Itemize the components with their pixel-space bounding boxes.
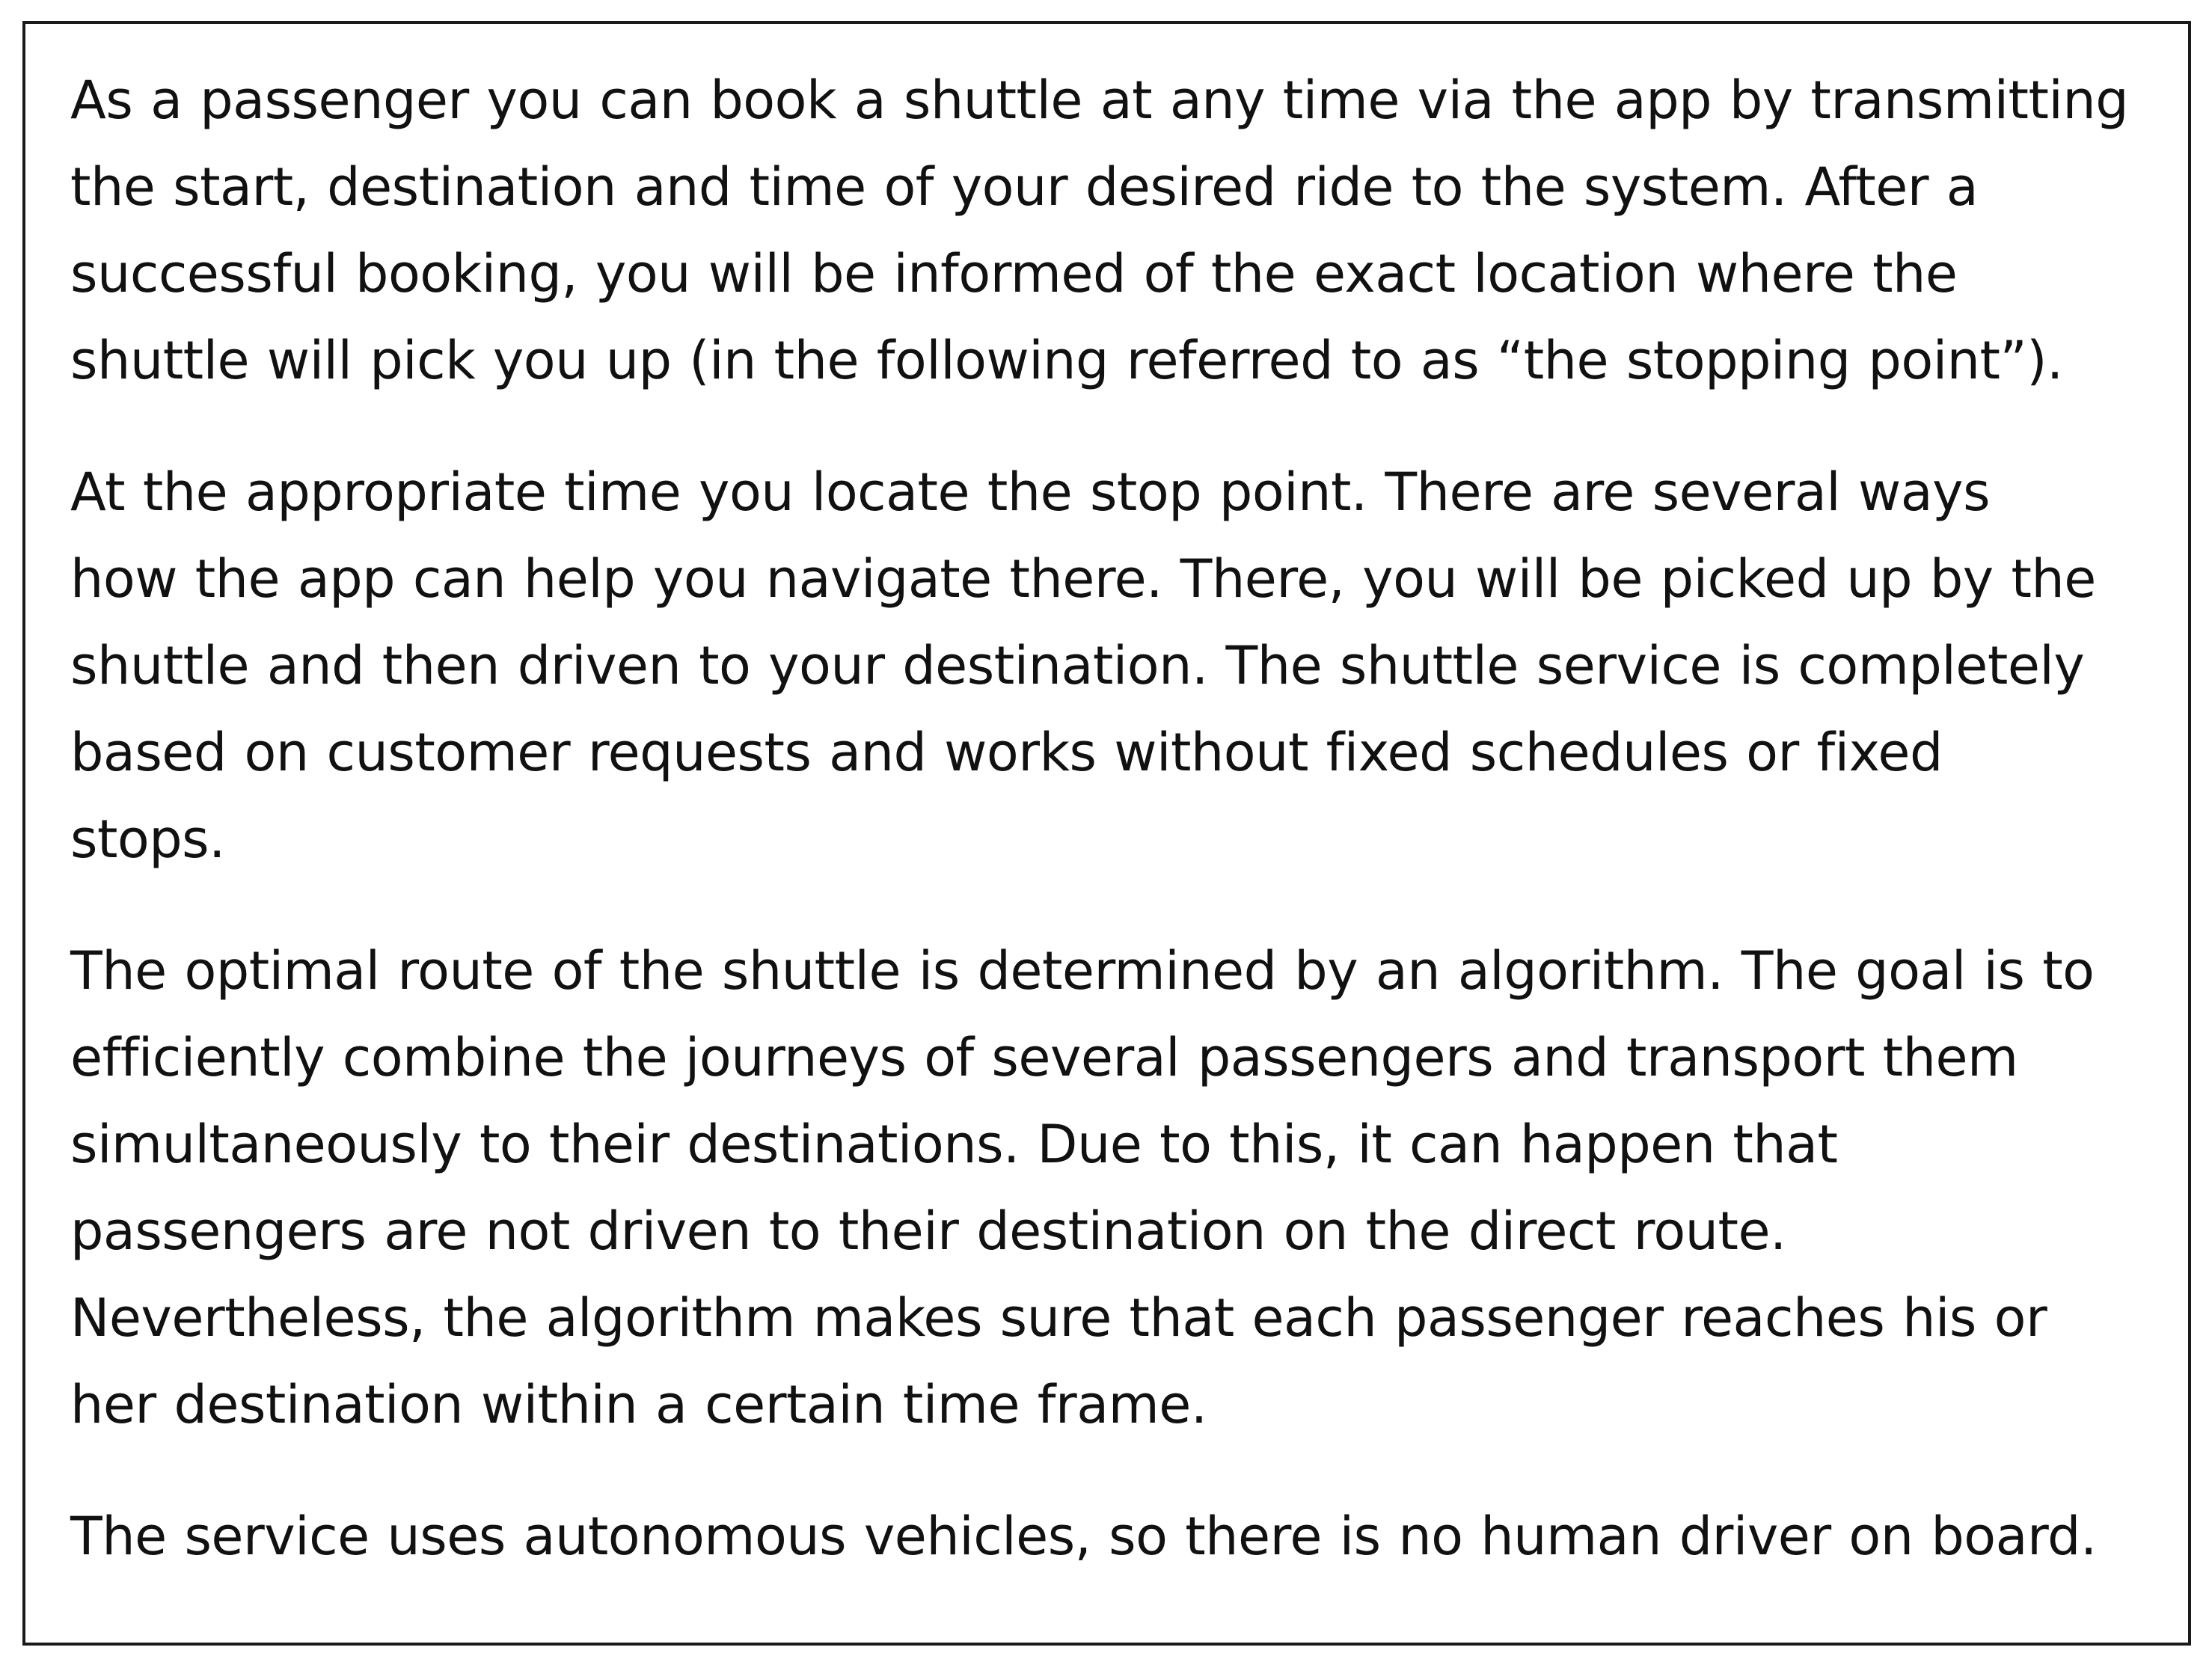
document-frame <box>22 21 2191 1646</box>
text-line: based on customer requests and works without fixed schedules or fixed <box>70 722 1943 783</box>
paragraph-booking <box>70 57 2157 404</box>
text-line: shuttle will pick you up (in the following referred to as “the stopping point”). <box>70 330 2063 391</box>
text-line: simultaneously to their destinations. Due to this, it can happen that <box>70 1114 1838 1175</box>
text-line: how the app can help you navigate there. There, you will be picked up by the <box>70 548 2096 610</box>
paragraph-stop-point <box>70 449 2157 883</box>
text-line: Nevertheless, the algorithm makes sure that each passenger reaches his or <box>70 1287 2047 1349</box>
text-line: stops. <box>70 809 225 870</box>
text-line: her destination within a certain time frame. <box>70 1374 1207 1435</box>
text-line: shuttle and then driven to your destination. The shuttle service is completely <box>70 635 2085 696</box>
text-line: As a passenger you can book a shuttle at any time via the app by transmitting <box>70 70 2129 131</box>
text-line: The service uses autonomous vehicles, so there is no human driver on board. <box>70 1506 2097 1567</box>
paragraph-algorithm <box>70 927 2157 1448</box>
text-line: the start, destination and time of your desired ride to the system. After a <box>70 156 1979 218</box>
text-line: At the appropriate time you locate the stop point. There are several ways <box>70 462 1991 523</box>
text-line: successful booking, you will be informed of the exact location where the <box>70 243 1958 304</box>
text-line: efficiently combine the journeys of several passengers and transport them <box>70 1027 2018 1088</box>
text-line: passengers are not driven to their destination on the direct route. <box>70 1201 1786 1262</box>
text-line: The optimal route of the shuttle is determined by an algorithm. The goal is to <box>70 940 2095 1002</box>
paragraph-autonomous <box>70 1493 2157 1580</box>
document-body <box>70 57 2157 1580</box>
